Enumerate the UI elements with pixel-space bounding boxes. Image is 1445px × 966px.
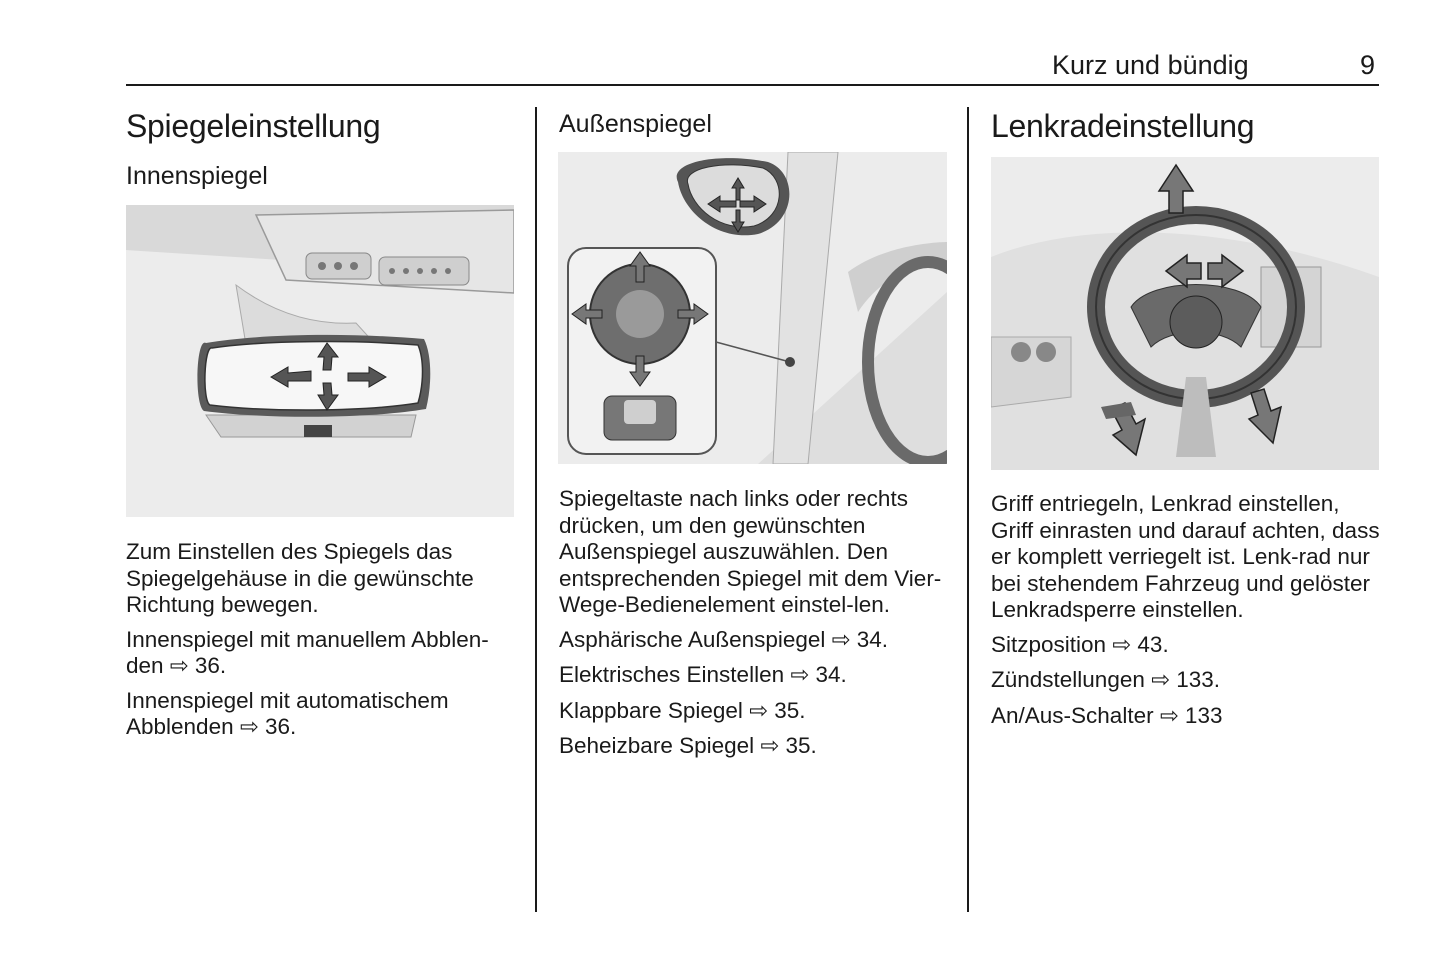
page-number: 9 [1360, 50, 1376, 80]
ref-heated[interactable]: Beheizbare Spiegel ⇨ 35. [559, 733, 817, 758]
column-divider-right [967, 107, 969, 912]
paragraph-auto-dimming[interactable]: Innenspiegel mit automatischem Abblenden ⇨ 36. [126, 687, 449, 739]
ref-electric-adjust[interactable]: Elektrisches Einstellen ⇨ 34. [559, 662, 847, 687]
column-1-text [126, 539, 521, 749]
interior-mirror-illustration [126, 205, 514, 517]
column-2-text [559, 486, 954, 769]
ref-ignition-positions[interactable]: Zündstellungen ⇨ 133. [991, 667, 1221, 692]
section-heading-mirror: Spiegeleinstellung [126, 108, 381, 144]
ref-on-off-switch[interactable]: An/Aus-Schalter ⇨ 133 [991, 702, 1223, 728]
paragraph-instruction: Spiegeltaste nach links oder rechts drücken, um den gewünschten Außenspiegel auszuwählen. Den entsprechenden Spiegel mit dem Vier-Wege-Bedienelement einstel-len. [559, 486, 942, 617]
exterior-mirror-illustration [558, 152, 947, 464]
running-header-title: Kurz und bündig [1052, 50, 1249, 80]
column-steering-wheel [991, 108, 1381, 145]
subheading-interior-mirror: Innenspiegel [126, 162, 268, 190]
header-rule [126, 84, 1379, 86]
paragraph-instruction: Griff entriegeln, Lenkrad einstellen, Griff einrasten und darauf achten, dass er komplett verriegelt ist. Lenk-rad nur bei stehendem Fahrzeug und gelöster Lenkradsperre einstellen. [991, 491, 1380, 622]
ref-folding[interactable]: Klappbare Spiegel ⇨ 35. [559, 697, 806, 723]
ref-aspherical[interactable]: Asphärische Außenspiegel ⇨ 34. [559, 626, 889, 652]
ref-seat-position[interactable]: Sitzposition ⇨ 43. [991, 631, 1169, 657]
column-mirror-adjustment [126, 108, 516, 191]
column-exterior-mirror [559, 110, 949, 139]
section-heading-steering: Lenkradeinstellung [991, 108, 1255, 144]
steering-wheel-illustration [991, 157, 1379, 470]
column-3-text [991, 491, 1386, 738]
paragraph-instruction: Zum Einstellen des Spiegels das Spiegelgehäuse in die gewünschte Richtung bewegen. [126, 539, 474, 617]
column-divider-left [535, 107, 537, 912]
subheading-exterior-mirror: Außenspiegel [559, 110, 712, 138]
paragraph-manual-dimming[interactable]: Innenspiegel mit manuellem Abblen-den ⇨ 36. [126, 626, 489, 678]
